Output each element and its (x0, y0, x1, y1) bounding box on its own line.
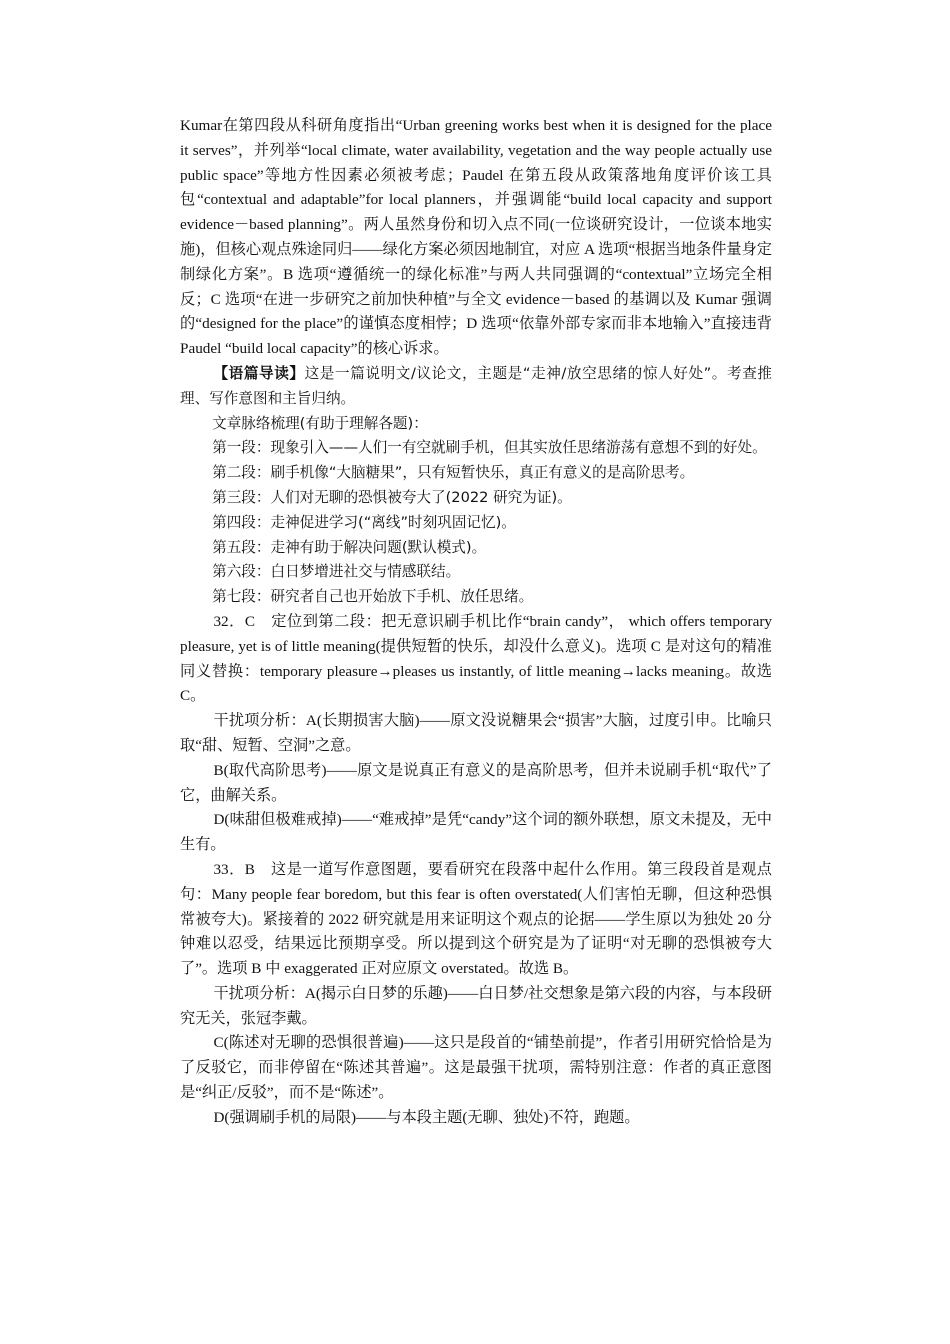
answer-33-distractor-c: C(陈述对无聊的恐惧很普遍)——这只是段首的“铺垫前提”，作者引用研究恰恰是为了反驳它，而非停留在“陈述其普遍”。这是最强干扰项，需特别注意：作者的真正意图是“纠正/反驳”，而不是“陈述”。 (180, 1034, 772, 1102)
answer-32-distractor-b: B(取代高阶思考)——原文是说真正有意义的是高阶思考，但并未说刷手机“取代”了它，曲解关系。 (180, 761, 772, 804)
answer-33: 33．B 这是一道写作意图题，要看研究在段落中起什么作用。第三段段首是观点句：Many people fear boredom, but this fear is often overstated(人们害怕无聊，但这种恐惧常被夸大)。紧接着的 2022 研究就是用来证明这个观点的论据——学生原以为独处 20 分钟难以忍受，结果远比预期享受。所以提到这个研究是为了证明“对无聊的恐惧被夸大了”。选项 B 中 exaggerated 正对应原文 overstated。故选 B。 (180, 860, 772, 978)
outline-item: 第七段：研究者自己也开始放下手机、放任思绪。 (212, 588, 534, 606)
answer-32: 32．C 定位到第二段：把无意识刷手机比作“brain candy”， which offers temporary pleasure, yet is of little meaning(提供短暂的快乐，却没什么意义)。选项 C 是对这句的精准同义替换：temporary pleasure→pleases us instantly, of little meaning→lacks meaning。故选 C。 (180, 612, 772, 705)
outline-item: 第四段：走神促进学习(“离线”时刻巩固记忆)。 (212, 513, 516, 531)
paragraph-kumar-paudel: Kumar在第四段从科研角度指出“Urban greening works best when it is designed for the place it serves”，并列举“local climate, water availability, vegetation and the way people actually use public space”等地方性因素必须被考虑；Paudel 在第五段从政策落地角度评价该工具包“contextual and adaptable”for local planners，并强调能“build local capacity and support evidence－based planning”。两人虽然身份和切入点不同(一位谈研究设计，一位谈本地实施)，但核心观点殊途同归——绿化方案必须因地制宜，对应 A 选项“根据当地条件量身定制绿化方案”。B 选项“遵循统一的绿化标准”与两人共同强调的“contextual”立场完全相反；C 选项“在进一步研究之前加快种植”与全文 evidence－based 的基调以及 Kumar 强调的“designed for the place”的谨慎态度相悖；D 选项“依靠外部专家而非本地输入”直接违背 Paudel “build local capacity”的核心诉求。 (180, 117, 772, 358)
reading-guide-text: 这是一篇说明文/议论文，主题是“走神/放空思绪的惊人好处”。考查推理、写作意图和主旨归纳。 (180, 364, 772, 407)
outline-item: 第三段：人们对无聊的恐惧被夸大了(2022 研究为证)。 (212, 488, 572, 506)
outline-item: 第六段：白日梦增进社交与情感联结。 (212, 563, 461, 581)
outline-item: 第五段：走神有助于解决问题(默认模式)。 (212, 538, 487, 556)
answer-page (180, 114, 772, 1131)
outline-item: 第二段：刷手机像“大脑糖果”，只有短暂快乐，真正有意义的是高阶思考。 (212, 464, 695, 482)
reading-guide (180, 362, 772, 412)
outline-title: 文章脉络梳理(有助于理解各题)： (212, 414, 428, 432)
reading-guide-label: 【语篇导读】 (213, 364, 305, 382)
answer-32-distractor-a: 干扰项分析：A(长期损害大脑)——原文没说糖果会“损害”大脑，过度引申。比喻只取“甜、短暂、空洞”之意。 (180, 712, 772, 754)
answer-33-distractor-d: D(强调刷手机的局限)——与本段主题(无聊、独处)不符，跑题。 (213, 1108, 640, 1126)
answer-33-distractor-a: 干扰项分析：A(揭示白日梦的乐趣)——白日梦/社交想象是第六段的内容，与本段研究无关，张冠李戴。 (180, 984, 772, 1027)
answer-32-distractor-d: D(味甜但极难戒掉)——“难戒掉”是凭“candy”这个词的额外联想，原文未提及，无中生有。 (180, 811, 772, 854)
outline-item: 第一段：现象引入——人们一有空就刷手机，但其实放任思绪游荡有意想不到的好处。 (212, 439, 767, 457)
